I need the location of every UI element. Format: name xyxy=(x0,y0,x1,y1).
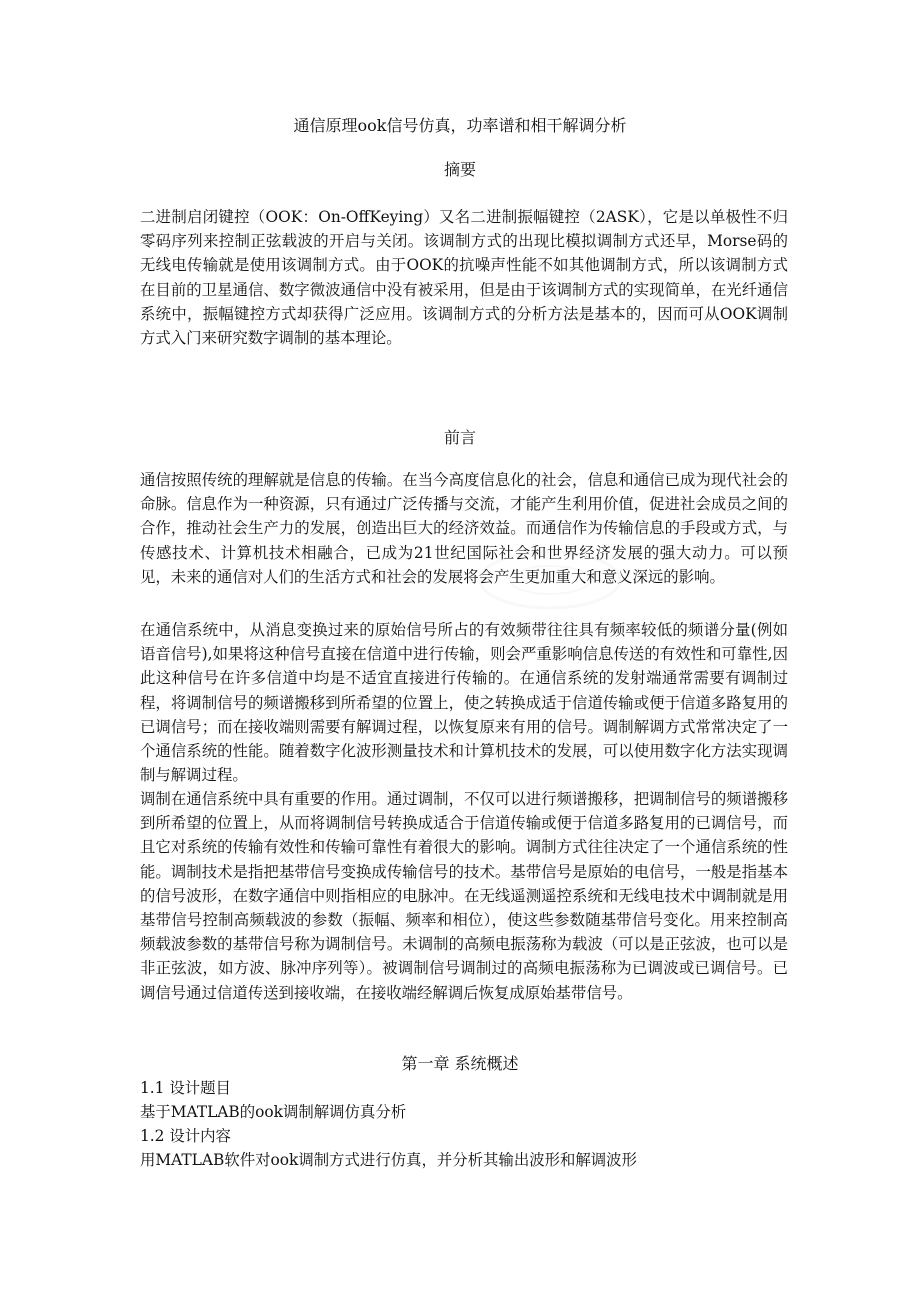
abstract-paragraph: 二进制启闭键控（OOK：On-OffKeying）又名二进制振幅键控（2ASK），它是以单极性不归零码序列来控制正弦载波的开启与关闭。该调制方式的出现比模拟调制方式还早，Morse码的无线电传输就是使用该调制方式。由于OOK的抗噪声性能不如其他调制方式，所以该调制方式在目前的卫星通信、数字微波通信中没有被采用，但是由于该调制方式的实现简单，在光纤通信系统中，振幅键控方式却获得广泛应用。该调制方式的分析方法是基本的，因而可从OOK调制方式入门来研究数字调制的基本理论。 xyxy=(140,208,788,348)
section-1-1-text: 基于MATLAB的ook调制解调仿真分析 xyxy=(140,1103,407,1121)
section-1-2-text: 用MATLAB软件对ook调制方式进行仿真，并分析其输出波形和解调波形 xyxy=(140,1151,637,1169)
preface-heading: 前言 xyxy=(443,428,476,447)
preface-paragraph-3: 调制在通信系统中具有重要的作用。通过调制，不仅可以进行频谱搬移，把调制信号的频谱搬移到所希望的位置上，从而将调制信号转换成适合于信道传输或便于信道多路复用的已调信号，而且它对系统的传输有效性和传输可靠性有着很大的影响。调制方式往往决定了一个通信系统的性能。调制技术是指把基带信号变换成传输信号的技术。基带信号是原始的电信号，一般是指基本的信号波形，在数字通信中则指相应的电脉冲。在无线遥测遥控系统和无线电技术中调制就是用基带信号控制高频载波的参数（振幅、频率和相位），使这些参数随基带信号变化。用来控制高频载波参数的基带信号称为调制信号。未调制的高频电振荡称为载波（可以是正弦波，也可以是非正弦波，如方波、脉冲序列等）。被调制信号调制过的高频电振荡称为已调波或已调信号。已调信号通过信道传送到接收端，在接收端经解调后恢复成原始基带信号。 xyxy=(140,790,788,1002)
chapter-1-heading: 第一章 系统概述 xyxy=(401,1054,519,1073)
section-1-2-label: 1.2 设计内容 xyxy=(140,1127,231,1145)
section-1-1-label: 1.1 设计题目 xyxy=(140,1079,231,1097)
faint-watermark-icon xyxy=(470,540,630,620)
document-title: 通信原理ook信号仿真，功率谱和相干解调分析 xyxy=(293,116,627,135)
preface-paragraph-1: 通信按照传统的理解就是信息的传输。在当今高度信息化的社会，信息和通信已成为现代社会的命脉。信息作为一种资源，只有通过广泛传播与交流，才能产生利用价值，促进社会成员之间的合作，推动社会生产力的发展，创造出巨大的经济效益。而通信作为传输信息的手段或方式，与传感技术、计算机技术相融合，已成为21世纪国际社会和世界经济发展的强大动力。可以预见，未来的通信对人们的生活方式和社会的发展将会产生更加重大和意义深远的影响。 xyxy=(140,471,788,586)
abstract-heading: 摘要 xyxy=(443,160,476,179)
preface-paragraph-2: 在通信系统中，从消息变换过来的原始信号所占的有效频带往往具有频率较低的频谱分量(例如语音信号),如果将这种信号直接在信道中进行传输，则会严重影响信息传送的有效性和可靠性,因此这种信号在许多信道中均是不适宜直接进行传输的。在通信系统的发射端通常需要有调制过程，将调制信号的频谱搬移到所希望的位置上，使之转换成适于信道传输或便于信道多路复用的已调信号；而在接收端则需要有解调过程，以恢复原来有用的信号。调制解调方式常常决定了一个通信系统的性能。随着数字化波形测量技术和计算机技术的发展，可以使用数字化方法实现调制与解调过程。 xyxy=(140,621,788,785)
